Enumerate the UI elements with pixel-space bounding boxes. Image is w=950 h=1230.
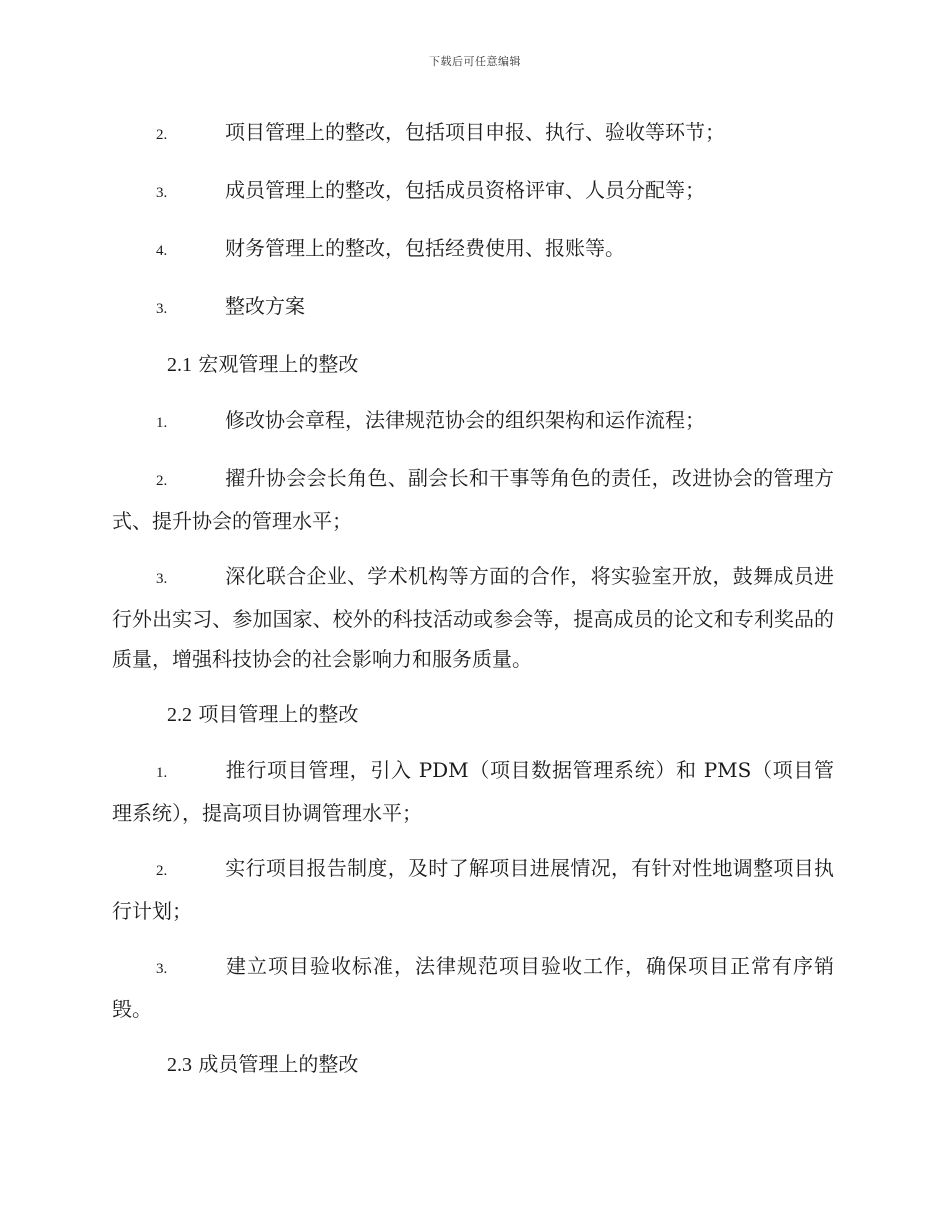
list-item: [112, 946, 834, 1029]
list-number: 2.: [156, 473, 168, 489]
list-number: 1.: [156, 765, 168, 781]
list-text: 成员管理上的整改，包括成员资格评审、人员分配等；: [225, 178, 705, 202]
list-item: [112, 112, 834, 155]
subsection-number: 2.1: [167, 354, 192, 376]
list-number: 4.: [156, 243, 168, 259]
page-header: 下载后可任意编辑: [429, 55, 521, 68]
list-text: 实行项目报告制度，及时了解项目进展情况，有针对性地调整项目执行计划；: [112, 856, 834, 923]
section-heading: [112, 286, 834, 329]
list-item: [112, 848, 834, 931]
list-item: [112, 556, 834, 679]
list-item: [112, 400, 834, 443]
list-text: 深化联合企业、学术机构等方面的合作，将实验室开放，鼓舞成员进行外出实习、参加国家、校外的科技活动或参会等，提高成员的论文和专利奖品的质量，增强科技协会的社会影响力和服务质量。: [112, 564, 834, 671]
list-number: 3.: [156, 571, 168, 587]
list-item: [112, 458, 834, 541]
list-text: 建立项目验收标准，法律规范项目验收工作，确保项目正常有序销毁。: [112, 954, 834, 1021]
list-text: 财务管理上的整改，包括经费使用、报账等。: [225, 236, 625, 260]
subsection-number: 2.3: [167, 1054, 192, 1076]
subsection-title: 项目管理上的整改: [198, 702, 359, 726]
list-number: 1.: [156, 415, 168, 431]
document-body: [112, 112, 834, 1100]
subsection-heading-2-3: [112, 1044, 834, 1085]
list-item: [112, 750, 834, 833]
list-number: 2.: [156, 863, 168, 879]
list-text: 擢升协会会长角色、副会长和干事等角色的责任，改进协会的管理方式、提升协会的管理水平；: [112, 466, 834, 533]
list-text: 修改协会章程，法律规范协会的组织架构和运作流程；: [225, 408, 705, 432]
subsection-heading-2-2: [112, 694, 834, 735]
subsection-heading-2-1: [112, 344, 834, 385]
list-text: 推行项目管理，引入 PDM（项目数据管理系统）和 PMS（项目管理系统），提高项目协调管理水平；: [112, 758, 834, 825]
list-number: 3.: [156, 185, 168, 201]
list-number: 2.: [156, 127, 168, 143]
subsection-title: 宏观管理上的整改: [198, 352, 359, 376]
list-number: 3.: [156, 301, 168, 317]
subsection-number: 2.2: [167, 704, 192, 726]
list-text: 项目管理上的整改，包括项目申报、执行、验收等环节；: [225, 120, 725, 144]
list-text: 整改方案: [225, 294, 305, 318]
subsection-title: 成员管理上的整改: [198, 1052, 359, 1076]
list-number: 3.: [156, 961, 168, 977]
list-item: [112, 170, 834, 213]
list-item: [112, 228, 834, 271]
